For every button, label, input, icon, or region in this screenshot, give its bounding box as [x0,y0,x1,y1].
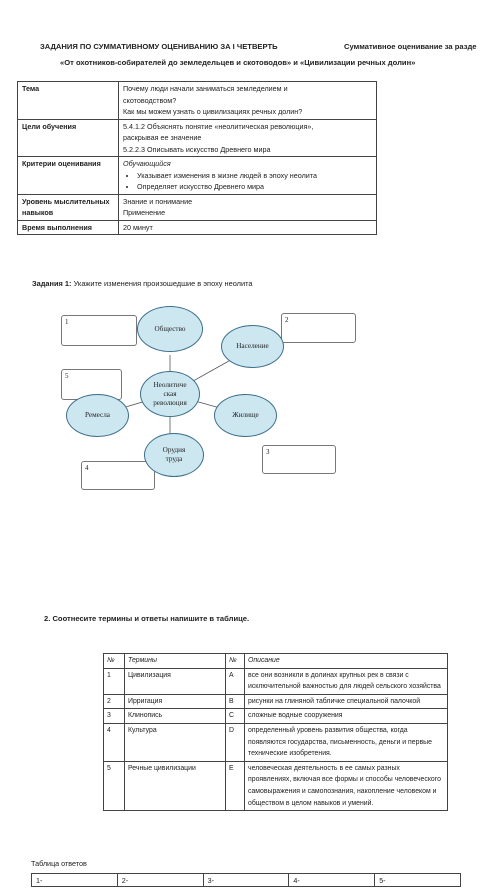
answer-cell-3[interactable]: 3- [203,874,289,887]
criteria-label: Критерии оценивания [18,157,119,195]
task2-title: 2. Соотнесите термины и ответы напишите в таблице. [44,614,250,623]
table-row [104,761,448,810]
row-letter: Е [226,761,245,810]
terms-table [103,653,448,811]
answer-cell-2[interactable]: 2- [117,874,203,887]
node-population: Население [221,325,284,368]
row-description: сложные водные сооружения [245,709,448,724]
answer-cell-1[interactable]: 1- [32,874,118,887]
goals-line: 5.2.2.3 Описывать искусство Древнего мира [123,144,271,154]
answer-box-5[interactable]: 5 [61,369,122,400]
theme-line: скотоводством? [123,95,177,105]
row-number: 2 [104,694,125,709]
theme-line: Как мы можем узнать о цивилизациях речных долин? [123,107,303,116]
row-letter: В [226,694,245,709]
theme-label: Тема [18,82,119,120]
criteria-intro: Обучающийся [123,159,171,168]
doc-title: ЗАДАНИЯ ПО СУММАТИВНОМУ ОЦЕНИВАНИЮ ЗА I ЧЕТВЕРТЬ [40,42,278,51]
col-number: № [104,654,125,669]
row-term: Ирригация [125,694,226,709]
goals-line: раскрывая ее значение [123,133,202,142]
levels-line: Знание и понимание [123,196,193,206]
node-tools: Орудия труда [144,433,204,477]
row-term: Речные цивилизации [125,761,226,810]
row-letter: А [226,668,245,694]
col-description: Описание [245,654,448,669]
answer-box-2[interactable]: 2 [281,313,356,343]
row-description: рисунки на глиняной табличке специальной палочкой [245,694,448,709]
doc-subtitle: «От охотников-собирателей до земледельцев и скотоводов» и «Цивилизации речных долин» [60,58,416,67]
row-term: Клинопись [125,709,226,724]
answer-cell-5[interactable]: 5- [375,874,461,887]
time-label: Время выполнения [18,220,119,235]
row-letter: D [226,723,245,761]
row-term: Цивилизация [125,668,226,694]
theme-line: Почему люди начали заниматься земледелием и [123,84,288,93]
row-description: определенный уровень развития общества, когда появляются государства, письменность, деньги и первые технические изобретения. [245,723,448,761]
answer-box-1[interactable]: 1 [61,315,137,346]
task1-label: Задания 1: [32,279,72,288]
goals-line: 5.4.1.2 Объяснять понятие «неолитическая революция», [123,121,314,131]
row-letter: С [226,709,245,724]
row-description: человеческая деятельность в ее самых разных проявлениях, включая все формы и способы человеческого самовыражения и самопознания, накопление человеком и обществом в целом навыков и умений. [245,761,448,810]
row-number: 4 [104,723,125,761]
node-crafts: Ремесла [66,394,129,437]
node-housing: Жилище [214,394,277,437]
doc-title-right: Суммативное оценивание за разде [344,42,477,51]
goals-label: Цели обучения [18,119,119,157]
table-row [104,709,448,724]
answer-cell-4[interactable]: 4- [289,874,375,887]
row-number: 3 [104,709,125,724]
levels-line: Применение [123,208,166,217]
table-row [104,723,448,761]
answer-box-3[interactable]: 3 [262,445,336,474]
levels-label: Уровень мыслительных навыков [18,194,119,220]
answer-table-title: Таблица ответов [31,859,87,868]
row-description: все они возникли в долинах крупных рек в связи с исключительной важностью для людей сельского хозяйства [245,668,448,694]
criteria-item: • Определяет искусство Древнего мира [137,181,372,193]
table-row [104,694,448,709]
row-number: 1 [104,668,125,694]
criteria-item: • Указывает изменения в жизне людей в эпоху неолита [137,170,372,182]
row-term: Культура [125,723,226,761]
row-number: 5 [104,761,125,810]
time-value: 20 минут [119,220,377,235]
task1-text: Укажите изменения произошедшие в эпоху неолита [73,279,253,288]
answer-box-4[interactable]: 4 [81,461,155,490]
col-terms: Термины [125,654,226,669]
node-society: Общество [137,306,203,352]
col-number-2: № [226,654,245,669]
node-neolithic-revolution: Неолитиче ская революция [140,371,200,417]
table-row [104,668,448,694]
answer-table [31,873,461,887]
